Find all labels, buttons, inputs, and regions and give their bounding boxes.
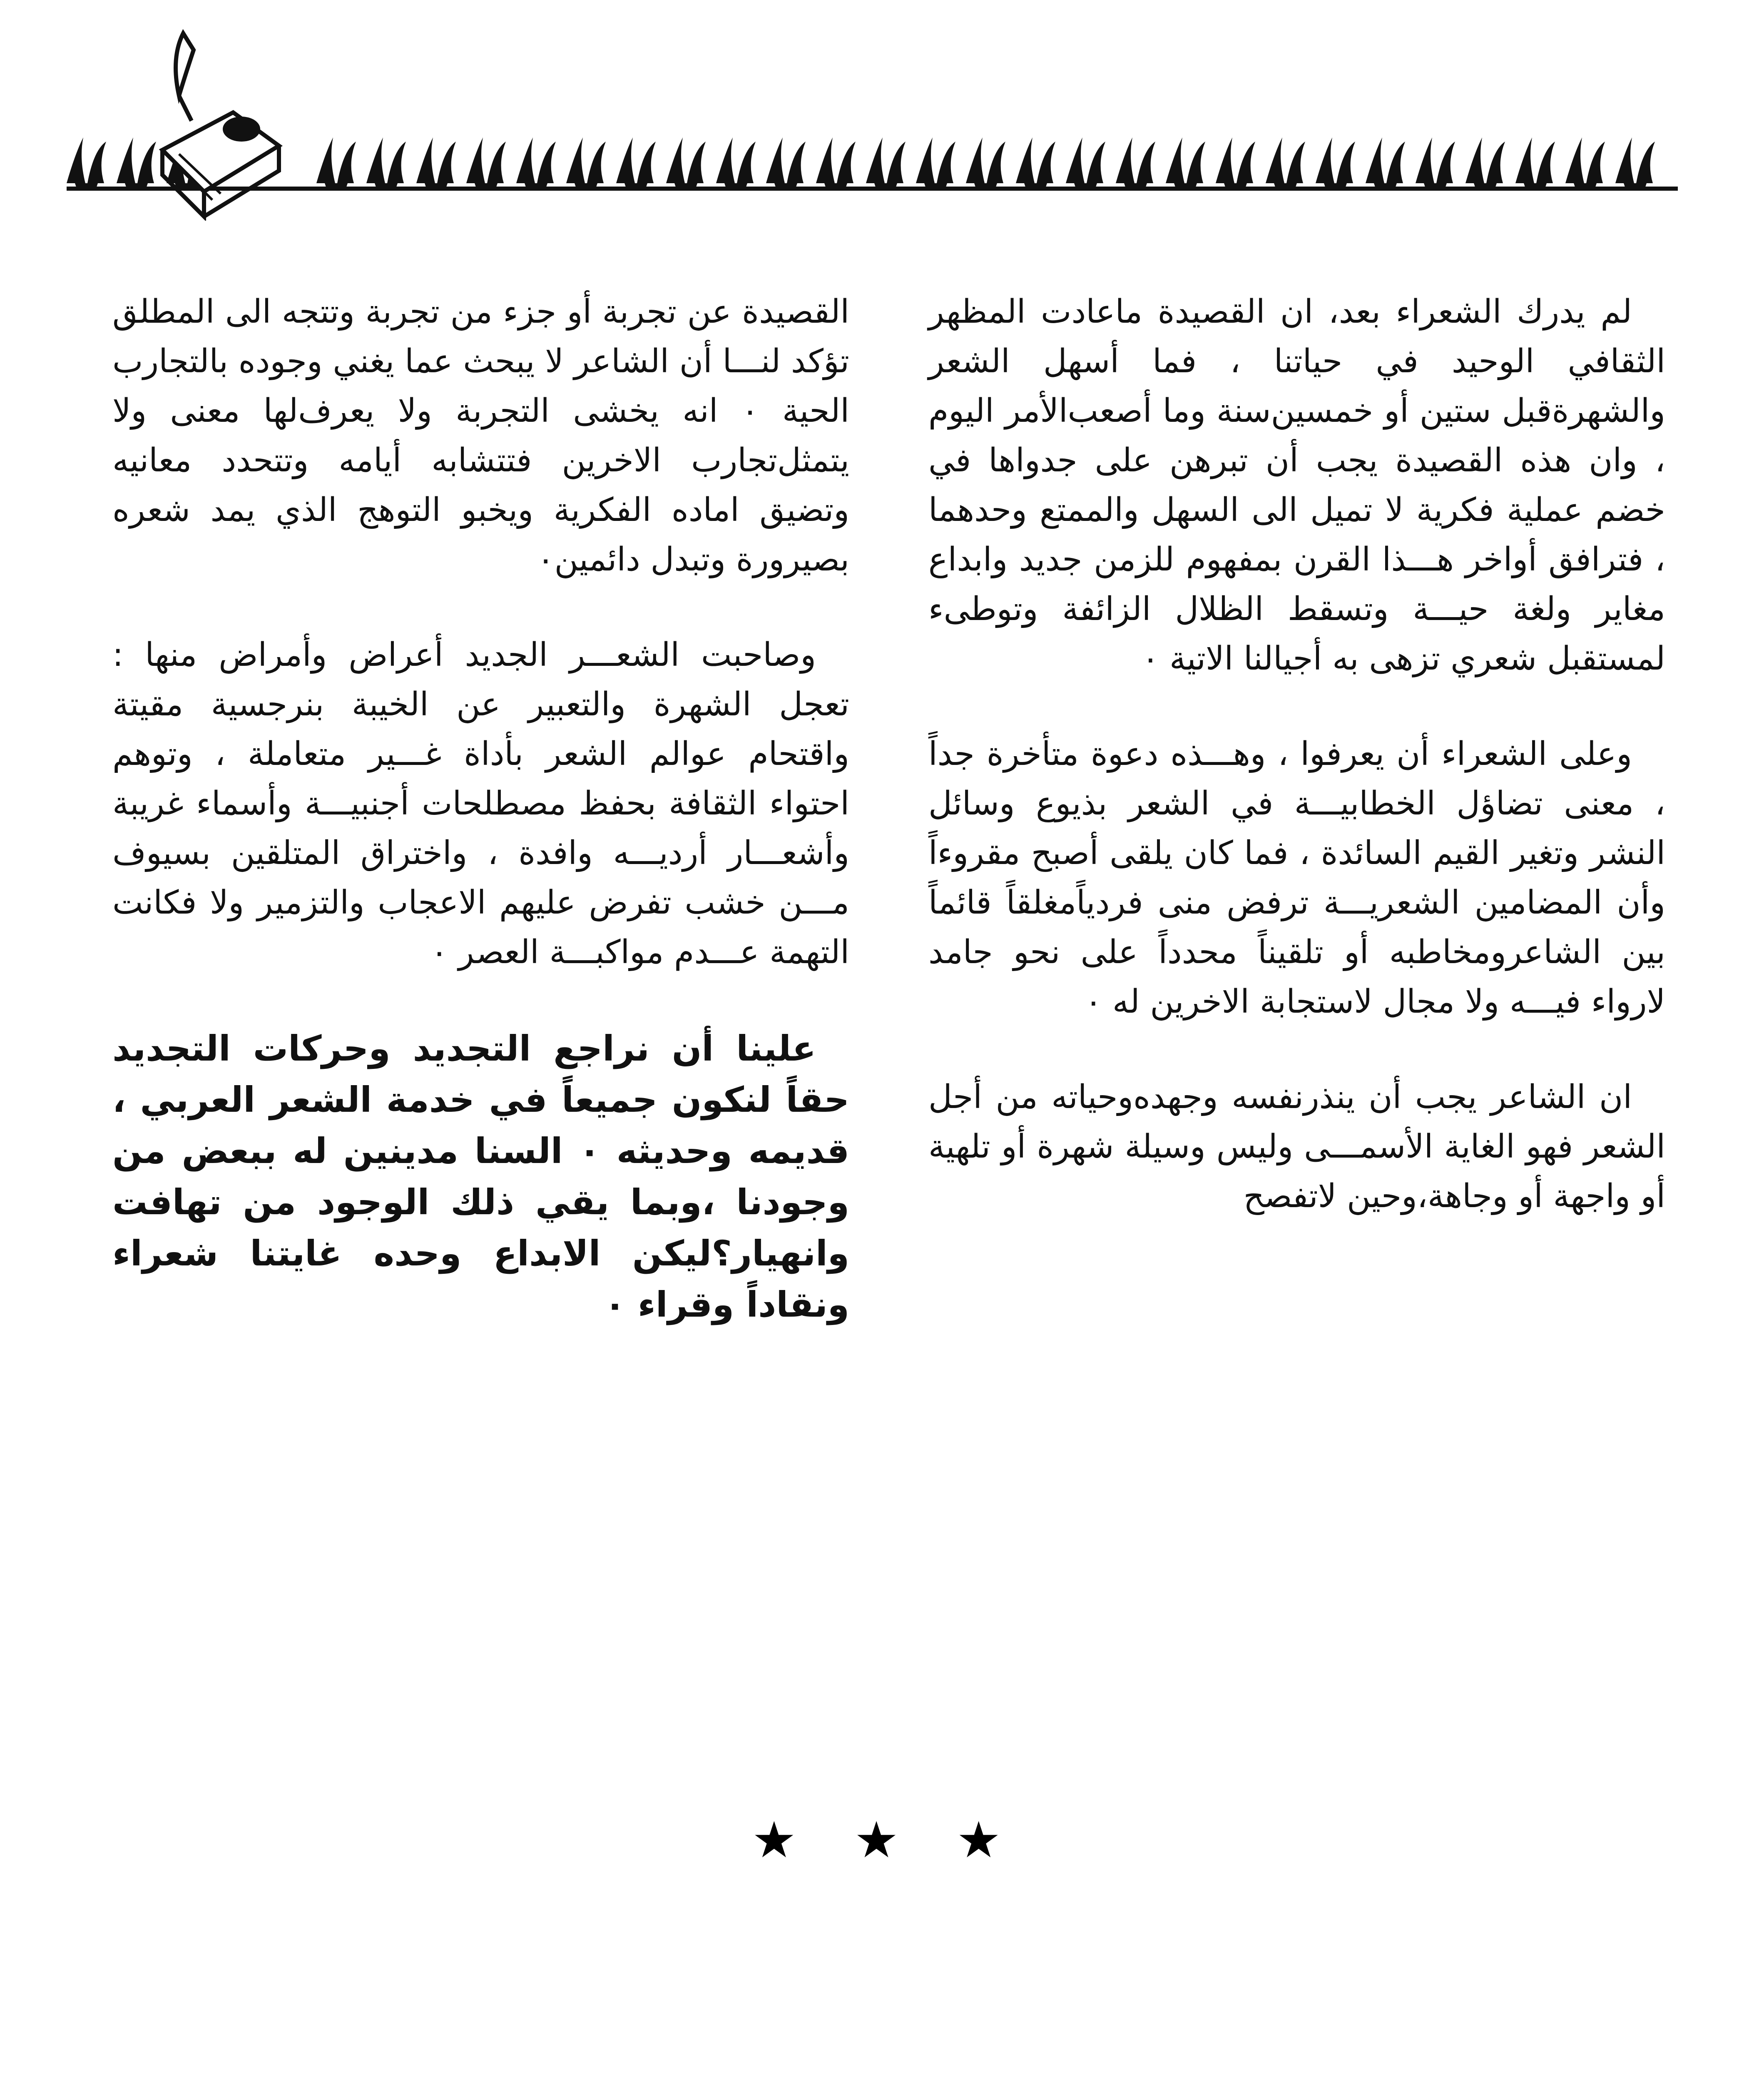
ornamental-header-border bbox=[67, 137, 1678, 196]
paragraph: القصيدة عن تجربة أو جزء من تجربة وتتجه الى المطلق تؤكد لنـــا أن الشاعر لا يبحث عما يغني وجوده بالتجارب الحية ٠ انه يخشى التجربة ولا يعرف‌لها معنى ولا يتمثل‌تجارب الاخرين فتتشابه أيامه وتتحدد معانيه وتضيق اماده الفكرية ويخبو التوهج الذي يمد شعره بصيرورة وتبدل دائمين٠ bbox=[112, 293, 849, 578]
paragraph: وعلى الشعراء أن يعرفوا ، وهـــذه دعوة متأخرة جداً ، معنى تضاؤل الخطابيـــة في الشعر بذيوع وسائل النشر وتغير القيم السائدة ، فما كان يلقى أصبح مقروءاً وأن المضامين الشعريـــة ترفض منى فردياًمغلقاً قائماً بين الشاعرومخاطبه أو تلقيناً محدداً على نحو جامد لارواء فيـــه ولا مجال لاستجابة الاخرين له ٠ bbox=[928, 735, 1665, 1021]
paragraph: لم يدرك الشعراء بعد، ان القصيدة ماعادت المظهر الثقافي الوحيد في حياتنا ، فما أسهل الشعر والشهرةقبل ستين أو خمسين‌سنة وما أصعب‌الأمر اليوم ، وان هذه القصيدة يجب أن تبرهن على جدواها في خضم عملية فكرية لا تميل الى السهل والممتع وحدهما ، فترافق أواخر هـــذا القرن بمفهوم للزمن جديد وابداع مغاير ولغة حيـــة وتسقط الظلال الزائفة وتوطىء لمستقبل شعري تزهى به أجيالنا الاتية ٠ bbox=[928, 293, 1665, 677]
book-and-quill-icon bbox=[154, 25, 291, 221]
article-column-left bbox=[112, 287, 849, 1376]
conclusion-paragraph: علينا أن نراجع التجديد وحركات التجديد حقاً لنكون جميعاً في خدمة الشعر العربي ، قديمه وحديثه ٠ السنا مدينين له ببعض من وجودنا ،وبما يقي ذلك الوجود من تهافت وانهيار؟ليكن الابداع وحده غايتنا شعراء ونقاداً وقراء ٠ bbox=[112, 1028, 849, 1325]
paragraph: وصاحبت الشعـــر الجديد أعراض وأمراض منها : تعجل الشهرة والتعبير عن الخيبة بنرجسية مقيتة واقتحام عوالم الشعر بأداة غـــير متعاملة ، وتوهم احتواء الثقافة بحفظ مصطلحات أجنبيـــة وأسماء غريبة وأشعـــار أرديـــه وافدة ، واختراق المتلقين بسيوف مـــن خشب تفرض عليهم الاعجاب والتزمير ولا فكانت التهمة عـــدم مواكبـــة العصر ٠ bbox=[112, 636, 849, 971]
article-column-right bbox=[928, 287, 1665, 1267]
star-separator: ★ ★ ★ bbox=[751, 1811, 1022, 1869]
paragraph: ان الشاعر يجب أن ينذرنفسه وجهده‌وحياته من أجل الشعر فهو الغاية الأسمـــى وليس وسيلة شهرة أو تلهية أو واجهة أو وجاهة،وحين لاتفصح bbox=[928, 1078, 1665, 1215]
